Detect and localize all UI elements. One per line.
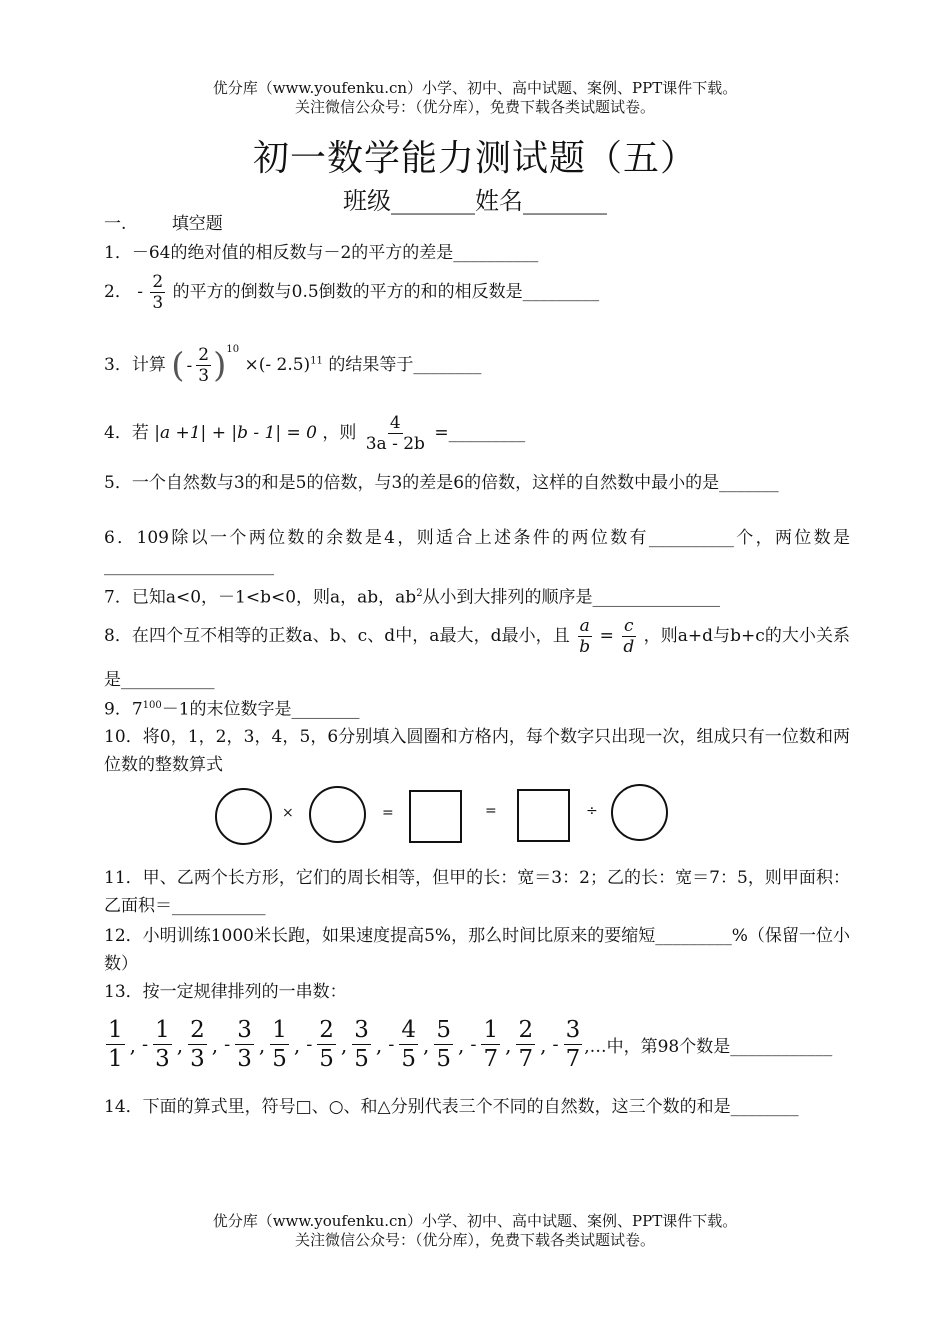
sequence-comma: ,: [176, 1032, 184, 1057]
question-10: 10．将0，1，2，3，4，5，6分别填入圆圈和方格内，每个数字只出现一次，组成只有一位数和两位数的整数算式: [104, 727, 850, 775]
question-9: 9．$7^{100}-1$的末位数字是________: [104, 699, 360, 720]
sequence-fraction: $\frac{5}{5}$: [436, 1017, 452, 1072]
question-6: 6．109除以一个两位数的余数是4，则适合上述条件的两位数有__________个，两位数是____________________: [104, 528, 850, 576]
sequence-comma: ,: [340, 1032, 348, 1057]
question-8: 8．在四个互不相等的正数a、b、c、d中，a最大，d最小，且 $\frac{a}{b}$ = $\frac{c}{d}$ ，则a+d与b+c的大小关系是___________: [104, 616, 851, 690]
sequence-fraction: $\frac{1}{5}$: [272, 1017, 287, 1072]
fraction-a-b: $\frac{a}{b}$: [579, 616, 591, 657]
question-11: 11．甲、乙两个长方形，它们的周长相等，但甲的长：宽＝3：2；乙的长：宽＝7：5，则甲面积：乙面积＝___________: [104, 868, 850, 916]
sequence-comma: ,: [293, 1032, 301, 1057]
footer-line-2: 关注微信公众号：（优分库），免费下载各类试题试卷。: [294, 1231, 655, 1249]
question-1: 1．－64的绝对值的相反数与－2的平方的差是__________: [104, 243, 539, 263]
sequence-comma: ,: [211, 1032, 219, 1057]
question-7: 7．已知a<0，－1<b<0，则a，ab，$ab^2$从小到大排列的顺序是_______________: [104, 587, 721, 608]
sequence-comma: ,: [129, 1032, 136, 1057]
abs-equation: |a +1| + |b - 1| = 0: [154, 423, 317, 443]
fraction-two-thirds: $\frac{2}{3}$: [152, 272, 164, 313]
page-title: 初一数学能力测试题（五）: [252, 138, 697, 179]
footer-line-1: 优分库（www.youfenku.cn）小学、初中、高中试题、案例、PPT课件下载。: [212, 1212, 738, 1230]
question-13: 13．按一定规律排列的一串数：: [104, 982, 347, 1002]
answer-circle-3[interactable]: [611, 784, 668, 841]
sequence-fraction: $\frac{1}{7}$: [483, 1017, 499, 1072]
section-name: 填空题: [171, 214, 223, 234]
answer-circle-2[interactable]: [309, 786, 366, 843]
sequence-sign: -: [306, 1034, 313, 1055]
question-3: 3．计算 ( - $\frac{2}{3}$ )$^{10}$ ×(- 2.5)$^{11}$ 的结果等于________: [104, 344, 482, 386]
section-heading: [104, 212, 223, 236]
question-14: 14．下面的算式里，符号□、○、和△分别代表三个不同的自然数，这三个数的和是________: [104, 1097, 799, 1117]
answer-square-1[interactable]: [409, 790, 462, 843]
sequence-fraction: $\frac{1}{3}$: [155, 1017, 170, 1072]
header-line-1: 优分库（www.youfenku.cn）小学、初中、高中试题、案例、PPT课件下载。: [212, 79, 738, 97]
question-2: 2． - $\frac{2}{3}$ 的平方的倒数与0.5倒数的平方的和的相反数是_________: [104, 272, 600, 313]
fraction-sequence: [104, 1016, 832, 1073]
sequence-sign: -: [552, 1034, 559, 1055]
divide-operator: ÷: [586, 803, 598, 819]
question-4: 4．若 |a +1| + |b - 1| = 0 ，则 $\frac{4}{3a - 2b}$ =_________: [104, 413, 526, 454]
sequence-fraction: $\frac{3}{3}$: [237, 1017, 252, 1072]
answer-circle-1[interactable]: [215, 788, 272, 845]
sequence-fraction: $\frac{3}{5}$: [354, 1017, 369, 1072]
equals-operator-1: =: [382, 805, 394, 821]
sequence-comma: ,: [505, 1032, 512, 1057]
sequence-fraction: $\frac{2}{5}$: [319, 1017, 334, 1072]
sequence-sign: -: [142, 1034, 149, 1055]
sequence-fraction: $\frac{2}{3}$: [190, 1017, 205, 1072]
sequence-comma: ,: [258, 1032, 266, 1057]
sequence-fraction: $\frac{3}{7}$: [565, 1017, 581, 1072]
header-line-2: 关注微信公众号：（优分库），免费下载各类试题试卷。: [294, 98, 655, 116]
sequence-tail: ,…中，第98个数是____________: [584, 1037, 833, 1057]
fraction-c-d: $\frac{c}{d}$: [623, 616, 635, 657]
sequence-comma: ,: [423, 1032, 430, 1057]
sequence-fraction: $\frac{1}{1}$: [108, 1017, 123, 1072]
sequence-sign: -: [470, 1034, 477, 1055]
question-12: 12．小明训练1000米长跑，如果速度提高5%，那么时间比原来的要缩短_________%（保留一位小数）: [104, 926, 850, 974]
answer-square-2[interactable]: [517, 789, 570, 842]
section-number: 一.: [104, 214, 127, 234]
sequence-comma: ,: [540, 1032, 547, 1057]
sequence-comma: ,: [458, 1032, 465, 1057]
sequence-sign: -: [224, 1034, 231, 1055]
sequence-fraction: $\frac{4}{5}$: [401, 1017, 417, 1072]
sequence-sign: -: [388, 1034, 395, 1055]
equals-operator-2: =: [485, 803, 497, 819]
class-name-line: 班级_______姓名_______: [343, 187, 607, 215]
question-5: 5．一个自然数与3的和是5的倍数，与3的差是6的倍数，这样的自然数中最小的是_______: [104, 473, 779, 493]
sequence-comma: ,: [375, 1032, 383, 1057]
sequence-fraction: $\frac{2}{7}$: [518, 1017, 534, 1072]
fraction-q4: $\frac{4}{3a - 2b}$: [365, 413, 425, 454]
times-operator: ×: [282, 805, 294, 821]
fraction-q3: $\frac{2}{3}$: [198, 345, 210, 386]
